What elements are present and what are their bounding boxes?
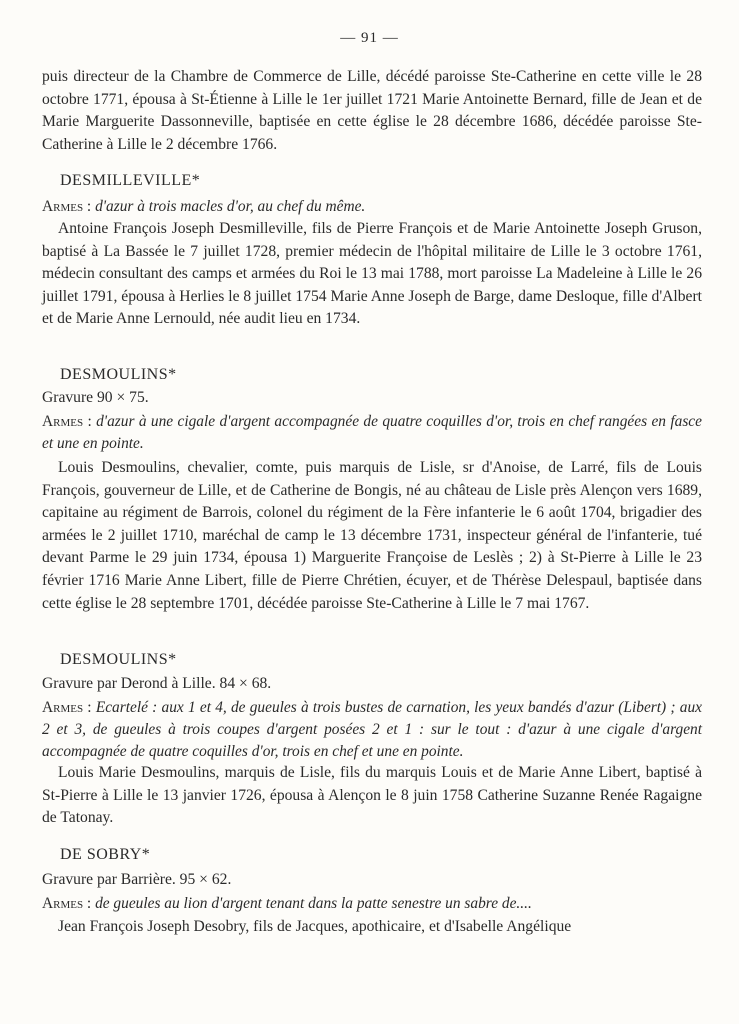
entry-bio-desmilleville: Antoine François Joseph Desmilleville, fils de Pierre François et de Marie Antoinette Joseph Gruson, baptisé à La Bassée le 7 juillet 1728, premier médecin de l'hôpital militaire de Lille le 3 octobre 1761, médecin consultant des camps et armées du Roi le 13 mai 1788, mort paroisse La Madeleine à Lille le 26 juillet 1791, épousa à Herlies le 8 juillet 1754 Marie Anne Joseph de Barge, dame Desloque, fille d'Albert et de Marie Anne Lernould, née audit lieu en 1734. <box>42 220 702 328</box>
entry-engraving-desmoulins-2: Gravure par Derond à Lille. 84 × 68. <box>42 675 272 692</box>
arms-label: Armes : <box>42 198 92 215</box>
entry-arms-desmoulins-1 <box>42 411 702 455</box>
entry-arms-de-sobry <box>42 893 702 915</box>
entry-arms-desmoulins-2 <box>42 697 702 763</box>
entry-heading-desmoulins-2: DESMOULINS* <box>60 651 177 668</box>
arms-text: de gueules au lion d'argent tenant dans la patte senestre un sabre de.... <box>95 895 532 912</box>
entry-heading-desmilleville: DESMILLEVILLE* <box>60 172 201 189</box>
arms-label: Armes : <box>42 413 92 430</box>
page-number: — 91 — <box>340 30 399 46</box>
entry-engraving-de-sobry: Gravure par Barrière. 95 × 62. <box>42 871 232 888</box>
entry-bio-desmoulins-1: Louis Desmoulins, chevalier, comte, puis marquis de Lisle, sr d'Anoise, de Larré, fils de Louis François, gouverneur de Lille, et de Catherine de Bongis, né au château de Lisle près Alençon vers 1689, capitaine au régiment de Barrois, colonel du régiment de la Fère infanterie le 6 août 1704, brigadier des armées le 2 juillet 1710, maréchal de camp le 13 décembre 1731, inspecteur général de l'infanterie, tué devant Parme le 29 juin 1734, épousa 1) Marguerite Françoise de Leslès ; 2) à St-Pierre à Lille le 23 février 1716 Marie Anne Libert, fille de Pierre Chrétien, écuyer, et de Thérèse Delespaul, baptisée dans cette église le 28 septembre 1701, décédée paroisse Ste-Catherine à Lille le 7 mai 1767. <box>42 459 702 612</box>
entry-engraving-desmoulins-1: Gravure 90 × 75. <box>42 389 149 406</box>
arms-text: d'azur à une cigale d'argent accompagnée de quatre coquilles d'or, trois en chef rangées en fasce et une en pointe. <box>42 413 702 452</box>
entry-heading-desmoulins-1: DESMOULINS* <box>60 366 177 383</box>
arms-label: Armes : <box>42 895 92 912</box>
entry-arms-desmilleville <box>42 196 702 218</box>
arms-text: Ecartelé : aux 1 et 4, de gueules à trois bustes de carnation, les yeux bandés d'azur (Libert) ; aux 2 et 3, de gueules à trois coupes d'argent posées 2 et 1 : sur le tout : d'azur à une cigale d'argent accompagnée de quatre coquilles d'or, trois en chef et une en pointe. <box>42 699 702 760</box>
entry-heading-de-sobry: DE SOBRY* <box>60 846 151 863</box>
arms-label: Armes : <box>42 699 92 716</box>
entry-bio-de-sobry: Jean François Joseph Desobry, fils de Jacques, apothicaire, et d'Isabelle Angélique <box>58 918 572 935</box>
arms-text: d'azur à trois macles d'or, au chef du même. <box>95 198 366 215</box>
continued-paragraph: puis directeur de la Chambre de Commerce de Lille, décédé paroisse Ste-Catherine en cette ville le 28 octobre 1771, épousa à St-Étienne à Lille le 1er juillet 1721 Marie Antoinette Bernard, fille de Jean et de Marie Marguerite Dassonneville, baptisée en cette église le 28 décembre 1686, décédée paroisse Ste-Catherine à Lille le 2 décembre 1766. <box>42 68 702 153</box>
entry-bio-desmoulins-2: Louis Marie Desmoulins, marquis de Lisle, fils du marquis Louis et de Marie Anne Libert, baptisé à St-Pierre à Lille le 13 janvier 1726, épousa à Alençon le 8 juin 1758 Catherine Suzanne Renée Ragaigne de Tatonay. <box>42 764 702 827</box>
